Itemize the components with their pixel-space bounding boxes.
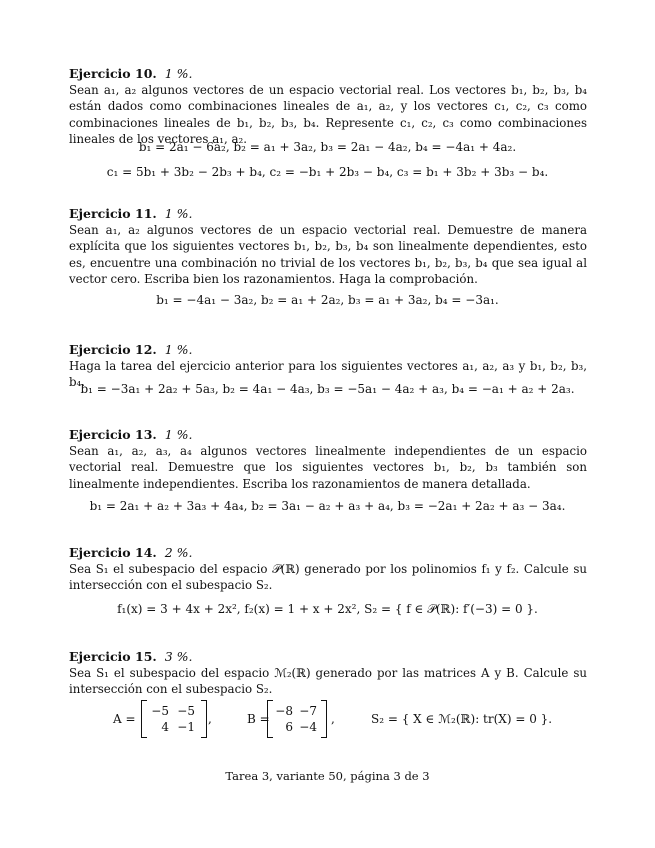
matrix-b bbox=[267, 699, 327, 739]
formula-polynomials: f₁(x) = 3 + 4x + 2x², f₂(x) = 1 + x + 2x², S₂ = { f ∈ 𝒫(ℝ): f′(−3) = 0 }. bbox=[117, 602, 538, 616]
exercise-statement: Sea S₁ el subespacio del espacio ℳ₂(ℝ) generado por las matrices A y B. Calcule su intersección con el subespacio S₂. bbox=[69, 666, 587, 697]
exercise-11 bbox=[69, 206, 587, 287]
matrix-cell: −5 bbox=[151, 704, 169, 718]
matrix-b-label: B = bbox=[247, 712, 270, 726]
exercise-header bbox=[69, 342, 587, 358]
exercise-header bbox=[69, 427, 587, 443]
matrix-cell: −7 bbox=[299, 704, 317, 718]
formula-b-definitions: b₁ = 2a₁ + a₂ + 3a₃ + 4a₄, b₂ = 3a₁ − a₂ + a₃ + a₄, b₃ = −2a₁ + 2a₂ + a₃ − 3a₄. bbox=[89, 499, 566, 513]
exercise-weight: 1 %. bbox=[164, 206, 193, 221]
matrix-a-label: A = bbox=[113, 712, 136, 726]
exercise-10 bbox=[69, 66, 587, 147]
page-footer: Tarea 3, variante 50, página 3 de 3 bbox=[225, 769, 430, 783]
exercise-weight: 1 %. bbox=[164, 427, 193, 442]
matrix-cell: −8 bbox=[275, 704, 293, 718]
matrix-cell: −5 bbox=[177, 704, 195, 718]
exercise-statement: Sean a₁, a₂ algunos vectores de un espacio vectorial real. Demuestre de manera explícita que los siguientes vectores b₁, b₂, b₃, b₄ son linealmente dependientes, esto es, encuentre una combinación no trivial de los vectores b₁, b₂, b₃, b₄ que sea igual al vector cero. Escriba bien los razonamientos. Haga la comprobación. bbox=[69, 223, 587, 286]
exercise-title: Ejercicio 10. bbox=[69, 66, 157, 81]
matrix-cell: −4 bbox=[299, 720, 317, 734]
exercise-weight: 2 %. bbox=[164, 545, 193, 560]
matrix-cell: 4 bbox=[161, 720, 169, 734]
exercise-header bbox=[69, 649, 587, 665]
separator: , bbox=[331, 712, 335, 726]
exercise-statement: Haga la tarea del ejercicio anterior para los siguientes vectores a₁, a₂, a₃ y b₁, b₂, b₃, b₄. bbox=[69, 359, 587, 390]
exercise-title: Ejercicio 12. bbox=[69, 342, 157, 357]
exercise-title: Ejercicio 14. bbox=[69, 545, 157, 560]
formula-b-definitions: b₁ = 2a₁ − 6a₂, b₂ = a₁ + 3a₂, b₃ = 2a₁ − 4a₂, b₄ = −4a₁ + 4a₂. bbox=[138, 140, 517, 154]
formula-matrices bbox=[0, 699, 655, 739]
exercise-weight: 1 %. bbox=[164, 66, 193, 81]
exercise-statement: Sea S₁ el subespacio del espacio 𝒫(ℝ) generado por los polinomios f₁ y f₂. Calcule su intersección con el subespacio S₂. bbox=[69, 562, 587, 593]
matrix-cell: 6 bbox=[285, 720, 293, 734]
formula-b-definitions: b₁ = −3a₁ + 2a₂ + 5a₃, b₂ = 4a₁ − 4a₃, b₃ = −5a₁ − 4a₂ + a₃, b₄ = −a₁ + a₂ + 2a₃. bbox=[80, 382, 575, 396]
exercise-13 bbox=[69, 427, 587, 492]
exercise-title: Ejercicio 11. bbox=[69, 206, 157, 221]
exercise-header bbox=[69, 206, 587, 222]
exercise-weight: 1 %. bbox=[164, 342, 193, 357]
formula-c-definitions: c₁ = 5b₁ + 3b₂ − 2b₃ + b₄, c₂ = −b₁ + 2b₃ − b₄, c₃ = b₁ + 3b₂ + 3b₃ − b₄. bbox=[106, 165, 549, 179]
matrix-cell: −1 bbox=[177, 720, 195, 734]
exercise-title: Ejercicio 13. bbox=[69, 427, 157, 442]
exercise-statement: Sean a₁, a₂ algunos vectores de un espacio vectorial real. Los vectores b₁, b₂, b₃, b₄ están dados como combinaciones lineales de a₁, a₂, y los vectores c₁, c₂, c₃ como combinaciones lineales de b₁, b₂, b₃, b₄. Represente c₁, c₂, c₃ como combinaciones lineales de los vectores a₁, a₂. bbox=[69, 83, 587, 146]
separator: , bbox=[208, 712, 212, 726]
exercise-14 bbox=[69, 545, 587, 594]
exercise-15 bbox=[69, 649, 587, 698]
formula-b-definitions: b₁ = −4a₁ − 3a₂, b₂ = a₁ + 2a₂, b₃ = a₁ + 3a₂, b₄ = −3a₁. bbox=[156, 293, 499, 307]
exercise-header bbox=[69, 545, 587, 561]
exercise-weight: 3 %. bbox=[164, 649, 193, 664]
exercise-title: Ejercicio 15. bbox=[69, 649, 157, 664]
exercise-statement: Sean a₁, a₂, a₃, a₄ algunos vectores linealmente independientes de un espacio vectorial real. Demuestre que los siguientes vectores b₁, b₂, b₃ también son linealmente independientes. Escriba los razonamientos de manera detallada. bbox=[69, 444, 587, 491]
exercise-header bbox=[69, 66, 587, 82]
matrix-a bbox=[141, 699, 207, 739]
subspace-s2-definition: S₂ = { X ∈ ℳ₂(ℝ): tr(X) = 0 }. bbox=[371, 712, 553, 726]
